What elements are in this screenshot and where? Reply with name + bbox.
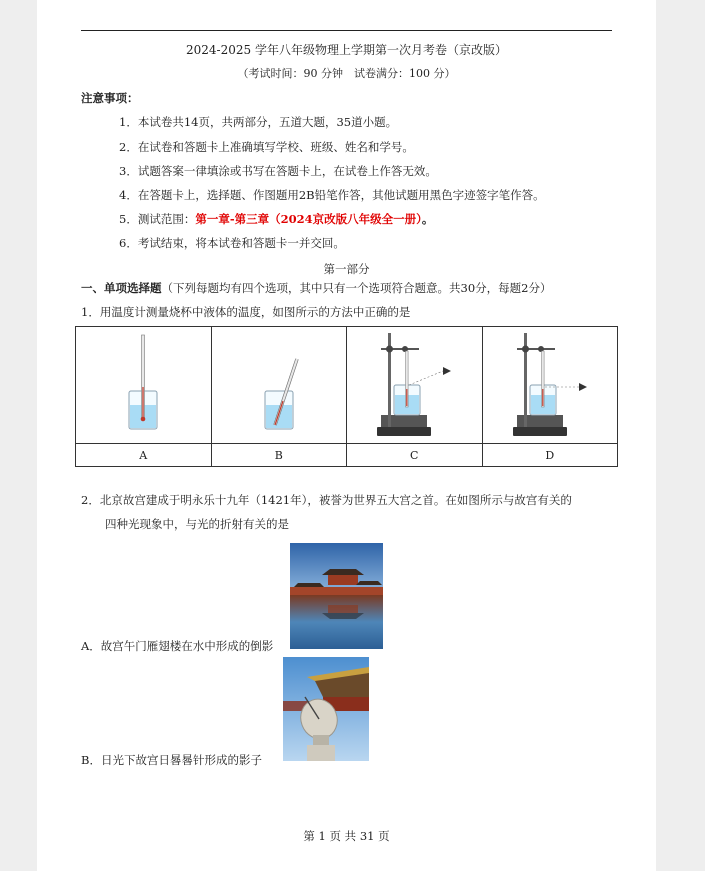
part-title: 第一部分 [323, 262, 370, 276]
thermometer-figure-b [249, 329, 309, 437]
exam-page [37, 0, 656, 871]
exam-subtitle: （考试时间：90 分钟 试卷满分：100 分） [237, 67, 456, 80]
option-b-text: B．日光下故宫日晷晷针形成的影子 [81, 753, 262, 767]
figure-c-cell [347, 327, 483, 444]
note-item-4: 4．在答题卡上，选择题、作图题用2B铅笔作答，其他试题用黑色字迹签字笔作答。 [119, 188, 545, 202]
figure-b-cell [211, 327, 347, 444]
question-2-line-1: 2．北京故宫建成于明永乐十九年（1421年），被誉为世界五大宫之首。在如图所示与故宫有关的 [81, 493, 572, 507]
section-heading [81, 280, 551, 296]
section-heading-rest: （下列每题均有四个选项，其中只有一个选项符合题意。共30分，每题2分） [161, 281, 552, 295]
exam-title: 2024-2025 学年八年级物理上学期第一次月考卷（京改版） [186, 43, 507, 57]
notes-heading: 注意事项： [81, 91, 139, 105]
meridian-gate-reflection-photo [290, 543, 383, 649]
figure-label-d: D [482, 444, 618, 467]
question-1-text: 1．用温度计测量烧杯中液体的温度，如图所示的方法中正确的是 [81, 305, 411, 319]
section-heading-bold: 一、单项选择题 [81, 281, 162, 295]
figure-label-c: C [347, 444, 483, 467]
sundial-photo [283, 657, 369, 761]
note-item-5-prefix: 5．测试范围： [119, 212, 196, 226]
note-item-2: 2．在试卷和答题卡上准确填写学校、班级、姓名和学号。 [119, 140, 414, 154]
note-item-1: 1．本试卷共14页，共两部分，五道大题，35道小题。 [119, 115, 398, 129]
page-number-footer: 第 1 页 共 31 页 [303, 829, 390, 843]
thermometer-figure-c [369, 327, 459, 439]
note-item-6: 6．考试结束，将本试卷和答题卡一并交回。 [119, 236, 345, 250]
thermometer-figure-d [505, 327, 595, 439]
note-item-5 [119, 211, 433, 227]
header-rule [81, 30, 612, 31]
note-item-3: 3．试题答案一律填涂或书写在答题卡上，在试卷上作答无效。 [119, 164, 437, 178]
figure-d-cell [482, 327, 618, 444]
question-2-line-2: 四种光现象中，与光的折射有关的是 [105, 517, 289, 531]
thermometer-figure-table [75, 326, 618, 467]
option-a-text: A．故宫午门雁翅楼在水中形成的倒影 [81, 639, 274, 653]
figure-label-a: A [76, 444, 212, 467]
thermometer-figure-a [113, 329, 173, 437]
figure-label-b: B [211, 444, 347, 467]
figure-a-cell [76, 327, 212, 444]
note-item-5-scope: 第一章-第三章（2024京改版八年级全一册） [195, 212, 422, 226]
note-item-5-suffix: 。 [421, 212, 434, 226]
